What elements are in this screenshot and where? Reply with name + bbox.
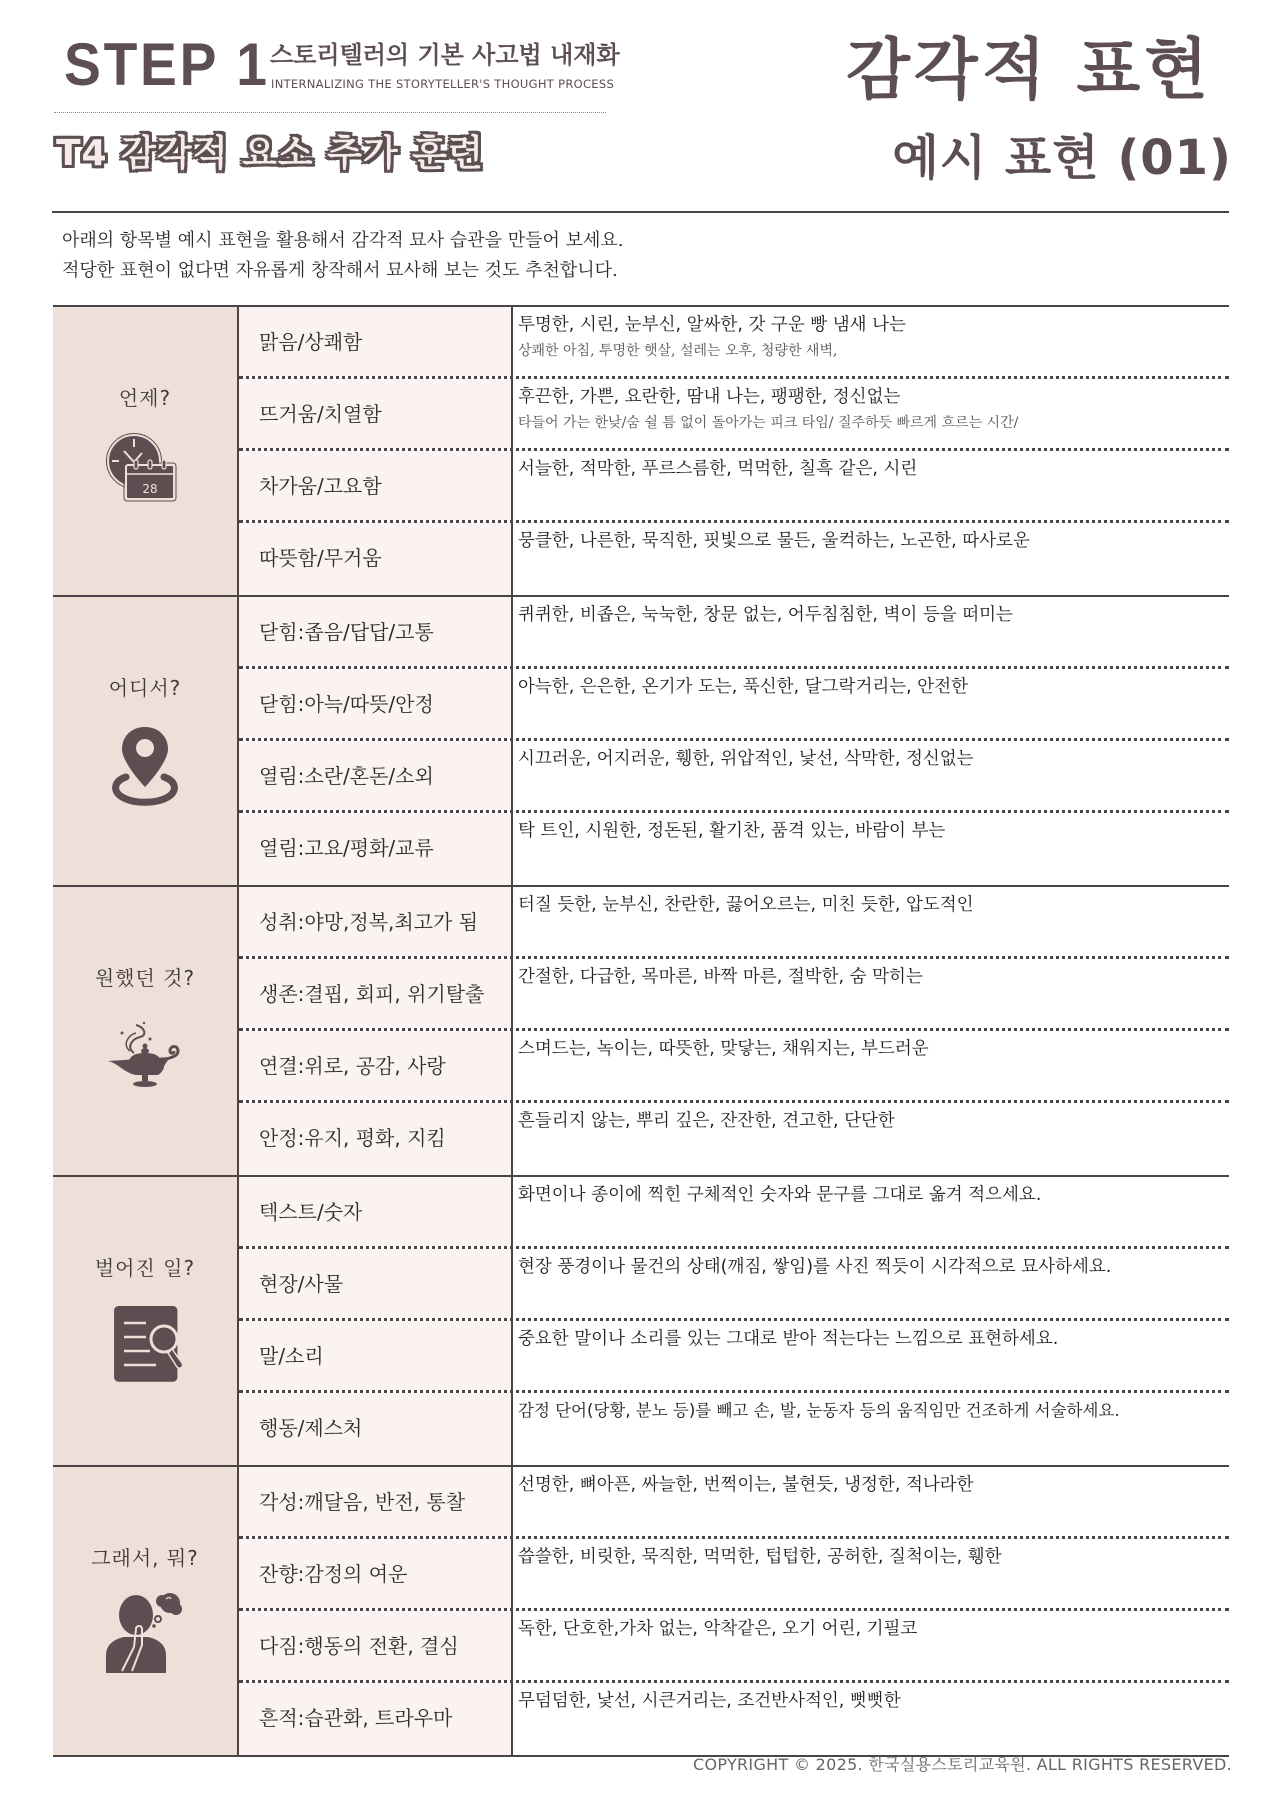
table-row	[239, 1321, 1229, 1393]
subcategory-label: 닫힘:좁음/답답/고통	[239, 597, 513, 666]
clock-calendar-icon	[100, 429, 190, 519]
table-row	[239, 1467, 1229, 1539]
calendar-date: 28	[142, 482, 158, 496]
category-cell	[53, 1177, 239, 1465]
example-cell	[513, 597, 1229, 666]
page-subtitle: 예시 표현 (01)	[892, 130, 1232, 186]
example-cell	[513, 1467, 1229, 1536]
step-subtitle-ko: 스토리텔러의 기본 사고법 내재화	[270, 41, 620, 69]
example-text: 중요한 말이나 소리를 있는 그대로 받아 적는다는 느낌으로 표현하세요.	[518, 1329, 1059, 1349]
thinking-person-icon	[100, 1589, 190, 1679]
table-row	[239, 1103, 1229, 1175]
example-text: 스며드는, 녹이는, 따뜻한, 맞닿는, 채워지는, 부드러운	[518, 1039, 929, 1059]
group-rows	[239, 307, 1229, 595]
example-cell	[513, 307, 1229, 376]
subcategory-label: 현장/사물	[239, 1249, 513, 1318]
group-so-what	[53, 1467, 1229, 1757]
subcategory-label: 다짐:행동의 전환, 결심	[239, 1611, 513, 1680]
step-subtitle-en: INTERNALIZING THE STORYTELLER'S THOUGHT PROCESS	[271, 77, 615, 91]
category-label: 언제?	[118, 386, 172, 410]
subcategory-label: 안정:유지, 평화, 지킴	[239, 1103, 513, 1175]
category-label: 벌어진 일?	[94, 1256, 196, 1280]
step-number: STEP 1	[64, 31, 270, 98]
subcategory-label: 뜨거움/치열함	[239, 379, 513, 448]
table-row	[239, 813, 1229, 885]
category-cell	[53, 597, 239, 885]
example-text: 씁쓸한, 비릿한, 묵직한, 먹먹한, 텁텁한, 공허한, 질척이는, 휑한	[518, 1547, 1002, 1567]
category-label: 어디서?	[108, 676, 182, 700]
subcategory-label: 행동/제스처	[239, 1393, 513, 1465]
table-row	[239, 959, 1229, 1031]
example-cell	[513, 1103, 1229, 1175]
table-row	[239, 1611, 1229, 1683]
example-cell	[513, 1321, 1229, 1390]
example-text: 선명한, 뼈아픈, 싸늘한, 번쩍이는, 불현듯, 냉정한, 적나라한	[518, 1475, 974, 1495]
example-cell	[513, 1683, 1229, 1755]
page-title: 감각적 표현	[846, 31, 1212, 108]
group-rows	[239, 887, 1229, 1175]
example-text: 독한, 단호한,가차 없는, 악착같은, 오기 어린, 기필코	[518, 1619, 918, 1639]
table-row	[239, 379, 1229, 451]
example-text: 뭉클한, 나른한, 묵직한, 핏빛으로 물든, 울컥하는, 노곤한, 따사로운	[518, 531, 1030, 551]
example-cell	[513, 669, 1229, 738]
example-text: 화면이나 종이에 찍힌 구체적인 숫자와 문구를 그대로 옮겨 적으세요.	[518, 1185, 1042, 1205]
example-cell	[513, 1177, 1229, 1246]
example-note: 타들어 가는 한낮/숨 쉴 틈 없이 돌아가는 피크 타임/ 질주하듯 빠르게 흐르는 시간/	[518, 415, 1019, 431]
table-row	[239, 1393, 1229, 1465]
table-row	[239, 307, 1229, 379]
dotted-divider	[54, 112, 606, 113]
category-label: 원했던 것?	[94, 966, 196, 990]
example-cell	[513, 959, 1229, 1028]
example-cell	[513, 741, 1229, 810]
subcategory-label: 열림:고요/평화/교류	[239, 813, 513, 885]
subcategory-label: 맑음/상쾌함	[239, 307, 513, 376]
example-text: 간절한, 다급한, 목마른, 바짝 마른, 절박한, 숨 막히는	[518, 967, 923, 987]
example-text: 현장 풍경이나 물건의 상태(깨짐, 쌓임)를 사진 찍듯이 시각적으로 묘사하세요.	[518, 1257, 1112, 1277]
subcategory-label: 잔향:감정의 여운	[239, 1539, 513, 1608]
subcategory-label: 흔적:습관화, 트라우마	[239, 1683, 513, 1755]
example-text: 퀴퀴한, 비좁은, 눅눅한, 창문 없는, 어두침침한, 벽이 등을 떠미는	[518, 605, 1013, 625]
example-cell	[513, 523, 1229, 595]
group-rows	[239, 597, 1229, 885]
table-row	[239, 887, 1229, 959]
example-text: 후끈한, 가쁜, 요란한, 땀내 나는, 팽팽한, 정신없는	[518, 387, 901, 407]
table-row	[239, 1249, 1229, 1321]
intro-text	[62, 226, 623, 286]
copyright-notice: COPYRIGHT © 2025. 한국실용스토리교육원. ALL RIGHTS RESERVED.	[692, 1755, 1232, 1774]
example-text: 시끄러운, 어지러운, 휑한, 위압적인, 낯선, 삭막한, 정신없는	[518, 749, 974, 769]
intro-line-1: 아래의 항목별 예시 표현을 활용해서 감각적 묘사 습관을 만들어 보세요.	[62, 230, 624, 251]
example-text: 무덤덤한, 낯선, 시큰거리는, 조건반사적인, 뻣뻣한	[518, 1691, 901, 1711]
example-cell	[513, 1249, 1229, 1318]
category-label: 그래서, 뭐?	[91, 1546, 199, 1570]
subcategory-label: 차가움/고요함	[239, 451, 513, 520]
example-text: 서늘한, 적막한, 푸르스름한, 먹먹한, 칠흑 같은, 시린	[518, 459, 918, 479]
group-when	[53, 307, 1229, 597]
table-row	[239, 741, 1229, 813]
group-rows	[239, 1177, 1229, 1465]
group-desire	[53, 887, 1229, 1177]
table-row	[239, 451, 1229, 523]
subcategory-label: 닫힘:아늑/따뜻/안정	[239, 669, 513, 738]
example-text: 아늑한, 은은한, 온기가 도는, 푹신한, 달그락거리는, 안전한	[518, 677, 969, 697]
example-note: 상쾌한 아침, 투명한 햇살, 설레는 오후, 청량한 새벽,	[518, 343, 838, 359]
subcategory-label: 따뜻함/무거움	[239, 523, 513, 595]
group-event	[53, 1177, 1229, 1467]
example-cell	[513, 1611, 1229, 1680]
example-text: 탁 트인, 시원한, 정돈된, 활기찬, 품격 있는, 바람이 부는	[518, 821, 946, 841]
table-row	[239, 1177, 1229, 1249]
subcategory-label: 연결:위로, 공감, 사랑	[239, 1031, 513, 1100]
example-cell	[513, 1393, 1229, 1465]
category-cell	[53, 1467, 239, 1755]
page-header	[0, 0, 1280, 210]
example-cell	[513, 813, 1229, 885]
magic-lamp-icon	[100, 1009, 190, 1099]
document-search-icon	[100, 1299, 190, 1389]
example-cell	[513, 1031, 1229, 1100]
subcategory-label: 생존:결핍, 회피, 위기탈출	[239, 959, 513, 1028]
intro-line-2: 적당한 표현이 없다면 자유롭게 창작해서 묘사해 보는 것도 추천합니다.	[62, 260, 618, 281]
table-row	[239, 669, 1229, 741]
subcategory-label: 말/소리	[239, 1321, 513, 1390]
table-row	[239, 1539, 1229, 1611]
group-rows	[239, 1467, 1229, 1755]
header-divider	[52, 211, 1229, 213]
table-row	[239, 523, 1229, 595]
example-cell	[513, 379, 1229, 448]
example-text: 감정 단어(당황, 분노 등)를 빼고 손, 발, 눈동자 등의 움직임만 건조하게 서술하세요.	[518, 1401, 1120, 1420]
table-row	[239, 597, 1229, 669]
subcategory-label: 성취:야망,정복,최고가 됨	[239, 887, 513, 956]
example-text: 터질 듯한, 눈부신, 찬란한, 끓어오르는, 미친 듯한, 압도적인	[518, 895, 974, 915]
example-text: 투명한, 시린, 눈부신, 알싸한, 갓 구운 빵 냄새 나는	[518, 315, 906, 335]
category-cell	[53, 307, 239, 595]
category-cell	[53, 887, 239, 1175]
group-where	[53, 597, 1229, 887]
subcategory-label: 텍스트/숫자	[239, 1177, 513, 1246]
table-row	[239, 1683, 1229, 1755]
expression-table	[53, 305, 1229, 1757]
example-cell	[513, 451, 1229, 520]
training-title: T4 감각적 요소 추가 훈련	[56, 133, 484, 174]
table-row	[239, 1031, 1229, 1103]
example-text: 흔들리지 않는, 뿌리 깊은, 잔잔한, 견고한, 단단한	[518, 1111, 895, 1131]
example-cell	[513, 1539, 1229, 1608]
example-cell	[513, 887, 1229, 956]
subcategory-label: 열림:소란/혼돈/소외	[239, 741, 513, 810]
location-pin-icon	[100, 719, 190, 809]
subcategory-label: 각성:깨달음, 반전, 통찰	[239, 1467, 513, 1536]
